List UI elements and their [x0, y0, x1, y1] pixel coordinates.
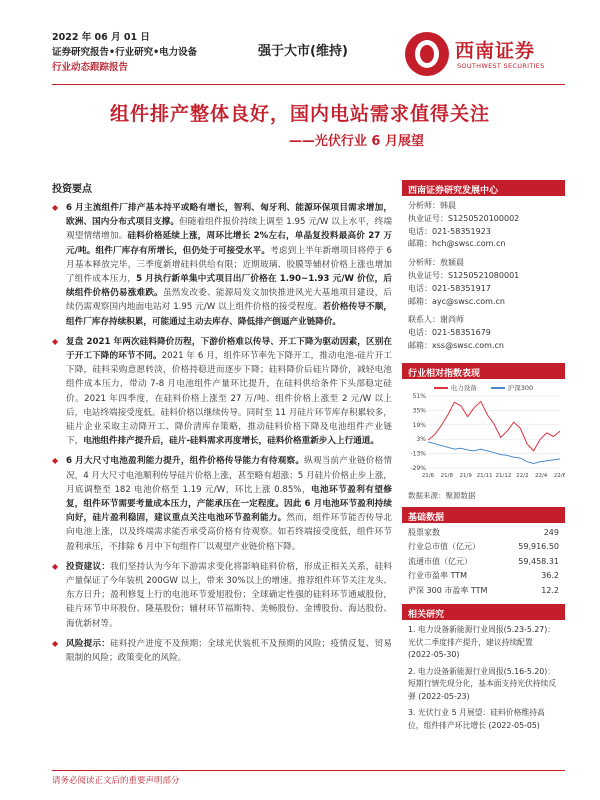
logo-icon: [405, 32, 449, 76]
x-tick-label: 21/11: [476, 472, 493, 479]
x-tick-label: 21/9: [459, 472, 472, 479]
x-tick-label: 21/12: [495, 472, 512, 479]
contact-phone: 电话：021-58351679: [408, 328, 491, 338]
rating: 强于大市(维持): [258, 44, 348, 59]
series-line: [428, 442, 560, 464]
summary-bullet: ◆ 6 月大尺寸电池盈利能力提升，组件价格传导能力有待观察。纵观当前产业链价格情况，4 月大尺寸电池顺利传导硅片价格上涨，甚至略有超涨；5 月硅片价格止步上涨，月底调整至 182 电池价格至 1.19 元/W，环比上涨 0.85%，电池环节盈利有望修复，组件环节需要考量成本压力，产能承压在一定程度。因此 6 月电池环节盈利持续向好，硅片盈利稳固，建议重点关注电池环节盈利能力。然而，组件环节能否传导北向电池上涨，以及终端需求能否承受高价格有待观察。如若终端接受度低，组件环节盈利承压，不排除 6 月中下旬组件厂以观望产业链价格下降。: [52, 454, 392, 553]
basic-data-value: 59,458.31: [518, 556, 559, 566]
company-logo: [405, 32, 565, 76]
x-tick-label: 22/6: [553, 472, 565, 479]
index-chart: [402, 383, 565, 488]
related-item[interactable]: 2. 电力设备新能源行业周报(5.16-5.20)：短期行情先现分化，基本面支持光伏持续反弹 (2022-05-23): [408, 666, 557, 701]
line-chart: [402, 392, 565, 484]
analyst-list: [402, 196, 565, 353]
summary-bullet: ◆ 6 月主流组件厂排产基本持平或略有增长，智利、匈牙利、能源环保项目需求增加，欧洲、国内分布式项目支撑。但随着组件报价持续上调至 1.95 元/W 以上水平，终端观望情绪增加。硅料价格延续上涨，周环比增长 2%左右，单晶复投料最高价 27 万元/吨。组件厂库存有所增长，但仍处于可接受水平。考虑到上半年新增项目将停于 6 月基本释放完毕，三季度新增硅料供给有限；近期玻璃、胶膜等辅材价格上涨也增加了组件成本压力，5 月执行新单集中式项目出厂价格在 1.90~1.93 元/W 价位，后续组件价格仍易涨难跌。虽然发改委、能源局发文加快推进风光大基地项目建设，后续仍需观察国内地面电站对 1.95 元/W 以上组件价格的接受程度。若价格传导不顺，组件厂库存持续积累，可能通过主动去库存、降低排产倒逼产业链降价。: [52, 201, 392, 329]
chart-legend: [402, 383, 565, 392]
logo-text-en: SOUTHWEST SECURITIES: [457, 62, 545, 70]
x-tick-label: 21/8: [440, 472, 454, 479]
summary-bullet: ◆ 投资建议：我们坚持认为今年下游需求变化将影响硅料价格，形成正相关关系，硅料产量保证了今年装机 200GW 以上，带来 30%以上的增速。推荐组件环节关注龙头、东方日升；盈利修复上行的电池环节爱旭股份；全球确定性强的硅料环节通威股份，硅片环节中环股份、隆基股份；辅材环节福斯特、美畅股份、金博股份、海达股份、海优新材等。: [52, 560, 392, 631]
basic-data-label: 流通市值（亿元）: [408, 556, 472, 566]
y-tick-label: 19%: [412, 421, 426, 429]
summary-bullet: ◆ 风险提示：硅料投产进度不及预期；全球光伏装机不及预期的风险；疫情反复、贸易限制的风险；政策变化的风险。: [52, 637, 392, 665]
related-item[interactable]: 1. 电力设备新能源行业周报(5.23-5.27)：光伏二季度排产提升，建议持续配置 (2022-05-30): [408, 625, 556, 660]
related-heading: 相关研究: [402, 604, 565, 620]
data-source: 数据来源：聚源数据: [408, 490, 476, 500]
basic-data-row: [402, 540, 565, 555]
y-tick-label: -29%: [410, 464, 426, 472]
basic-data-value: 59,916.50: [518, 542, 559, 552]
report-type: 行业动态跟踪报告: [52, 62, 129, 73]
basic-data-label: 沪深 300 市盈率 TTM: [408, 585, 488, 595]
related-list: [402, 620, 565, 732]
analyst-cert: 执业证号：S1250521080001: [408, 270, 520, 280]
analyst-name: 分析师：敖颖晨: [408, 258, 464, 268]
basic-data-value: 36.2: [541, 571, 559, 581]
investment-summary: [52, 180, 392, 671]
y-tick-label: 35%: [412, 407, 426, 415]
analyst-cert: 执业证号：S1250520100002: [408, 213, 520, 223]
legend-item: 电力设备: [434, 383, 477, 392]
analyst-name: 分析师：韩晨: [408, 201, 456, 210]
basic-data-row: [402, 555, 565, 570]
sidebar: [402, 180, 565, 736]
report-date: 2022 年 06 月 01 日: [52, 32, 150, 43]
index-heading: 行业相对指数表现: [402, 363, 565, 379]
basic-data-value: 12.2: [541, 585, 559, 595]
basic-data-label: 行业总市值（亿元）: [408, 542, 480, 552]
analyst-phone: 电话：021-58351923: [408, 226, 491, 236]
header-divider: [52, 84, 565, 85]
basic-data-table: [402, 526, 565, 599]
basic-data-row: [402, 526, 565, 541]
analysts-heading: 西南证券研究发展中心: [402, 180, 565, 196]
basic-data-heading: 基础数据: [402, 507, 565, 523]
logo-text-cn: 西南证券: [455, 40, 536, 62]
legend-item: 沪深300: [491, 383, 533, 392]
basic-data-value: 249: [543, 527, 559, 537]
footer-notice: 请务必阅读正文后的重要声明部分: [52, 776, 180, 786]
summary-bullet: ◆ 复盘 2021 年两次硅料降价历程，下游价格难以传导、开工下降为驱动因素，区别在于开工下降的环节不同。2021 年 6 月，组件环节率先下降开工，推动电池-硅片开工下降，硅料采购意愿转淡，价格持稳进而逐步下降；硅料降价后硅片降价，减轻电池组件成本压力，带动 7-8 月电池组件产量环比提升，在硅料供给条件下头部稳定硅价。2021 年四季度，在硅料价格上涨至 27 万/吨、组件价格上涨至 2 元/W 以上后，电站终端接受度低。硅料价格以继续传导。同时至 11 月硅片环节库存积累较多，硅片企业采取主动降开工、降价清库存策略，推动硅料价格下降及电池组件产业链下，电池组件排产提升后，硅片-硅料需求再度增长，硅料价格重新步入上行通道。: [52, 335, 392, 449]
report-subtitle: ——光伏行业 6 月展望: [288, 134, 424, 149]
x-tick-label: 21/6: [421, 472, 435, 479]
basic-data-label: 股票家数: [408, 527, 440, 537]
y-tick-label: -13%: [410, 450, 426, 458]
analyst-email[interactable]: 邮箱：hch@swsc.com.cn: [408, 239, 506, 249]
basic-data-row: [402, 569, 565, 584]
x-tick-label: 22/4: [534, 472, 548, 479]
y-tick-label: 3%: [416, 435, 426, 443]
series-line: [428, 401, 560, 451]
basic-data-label: 行业市盈率 TTM: [408, 571, 468, 581]
contact-name: 联系人：谢尚师: [408, 315, 464, 325]
report-meta: [52, 30, 197, 75]
contact-email[interactable]: 邮箱：xss@swsc.com.cn: [408, 340, 504, 350]
y-tick-label: 51%: [412, 392, 426, 400]
analyst-email[interactable]: 邮箱：ayc@swsc.com.cn: [408, 296, 505, 306]
report-title: 组件排产整体良好，国内电站需求值得关注: [109, 103, 490, 125]
analyst-phone: 电话：021-58351917: [408, 283, 491, 293]
x-tick-label: 22/2: [516, 472, 529, 479]
report-category: 证券研究报告•行业研究•电力设备: [52, 47, 198, 58]
basic-data-row: [402, 584, 565, 599]
summary-heading: 投资要点: [52, 184, 92, 195]
related-item[interactable]: 3. 光伏行业 5 月展望：硅料价格维持高位，组件排产环比增长 (2022-05-05): [408, 708, 545, 730]
footer-divider: [52, 770, 565, 771]
